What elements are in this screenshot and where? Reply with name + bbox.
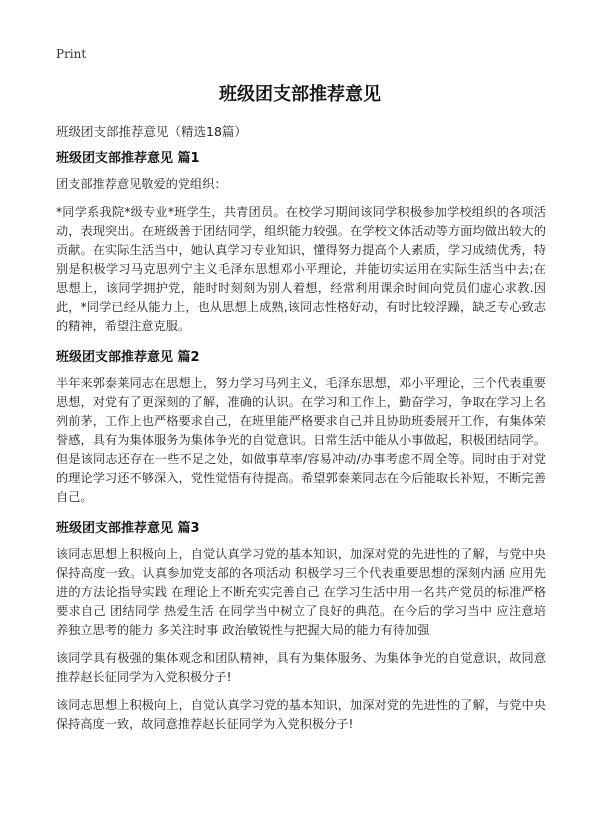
section-heading: 班级团支部推荐意见 篇1: [56, 151, 200, 166]
print-label[interactable]: Print: [56, 47, 87, 61]
paragraph: 团支部推荐意见敬爱的党组织：: [56, 177, 227, 191]
paragraph: 半年来郭泰莱同志在思想上，努力学习马列主义，毛泽东思想，邓小平理论，三个代表重要思想，对党有了更深刻的了解，准确的认识。在学习和工作上，勤奋学习，争取在学习上名列前茅，工作上也严格要求自己，在班里能严格要求自己并且协助班委展开工作，有集体荣誉感，具有为集体服务为集体争光的自觉意识。日常生活中能从小事做起，积极团结同学。但是该同志还存在一些不足之处，如做事草率/容易冲动/办事考虑不周全等。同时由于对党的理论学习还不够深入，党性觉悟有待提高。希望郭泰莱同志在今后能取长补短，不断完善自己。: [56, 376, 546, 504]
paragraph: 该同志思想上积极向上，自觉认真学习党的基本知识，加深对党的先进性的了解，与党中央保持高度一致。认真参加党支部的各项活动 积极学习三个代表重要思想的深刻内涵 应用先进的方法论指导实践 在理论上不断充实完善自己 在学习生活中用一名共产党员的标准严格要求自己 团结同学 热爱生活 在同学当中树立了良好的典范。在今后的学习当中 应注意培养独立思考的能力 多关注时事 政治敏锐性与把握大局的能力有待加强: [56, 547, 546, 637]
section-heading: 班级团支部推荐意见 篇3: [56, 521, 200, 536]
section-2: [56, 349, 546, 507]
paragraph: 该同志思想上积极向上，自觉认真学习党的基本知识，加深对党的先进性的了解，与党中央保持高度一致，故同意推荐赵长征同学为入党积极分子!: [56, 698, 546, 731]
document-title: 班级团支部推荐意见: [219, 84, 381, 105]
section-3: [56, 520, 546, 734]
paragraph: 该同学具有极强的集体观念和团队精神，具有为集体服务、为集体争光的自觉意识，故同意推荐赵长征同学为入党积极分子!: [56, 651, 546, 684]
section-heading: 班级团支部推荐意见 篇2: [56, 350, 200, 365]
document-subtitle: 班级团支部推荐意见（精选18篇）: [56, 124, 247, 139]
document-content: [56, 150, 546, 743]
paragraph: *同学系我院*级专业*班学生，共青团员。在校学习期间该同学积极参加学校组织的各项活动，表现突出。在班级善于团结同学，组织能力较强。在学校文体活动等方面均做出较大的贡献。在实际生活当中，她认真学习专业知识，懂得努力提高个人素质，学习成绩优秀，特别是积极学习马克思列宁主义毛泽东思想邓小平理论，并能切实运用在实际生活当中去;在思想上，该同学拥护党，能时时刻刻为别人着想，经常利用课余时间向党员们虚心求教.因此，*同学已经从能力上，也从思想上成熟,该同志性格好动，有时比较浮躁，缺乏专心致志的精神，希望注意克服。: [56, 205, 546, 333]
section-1: [56, 150, 546, 336]
